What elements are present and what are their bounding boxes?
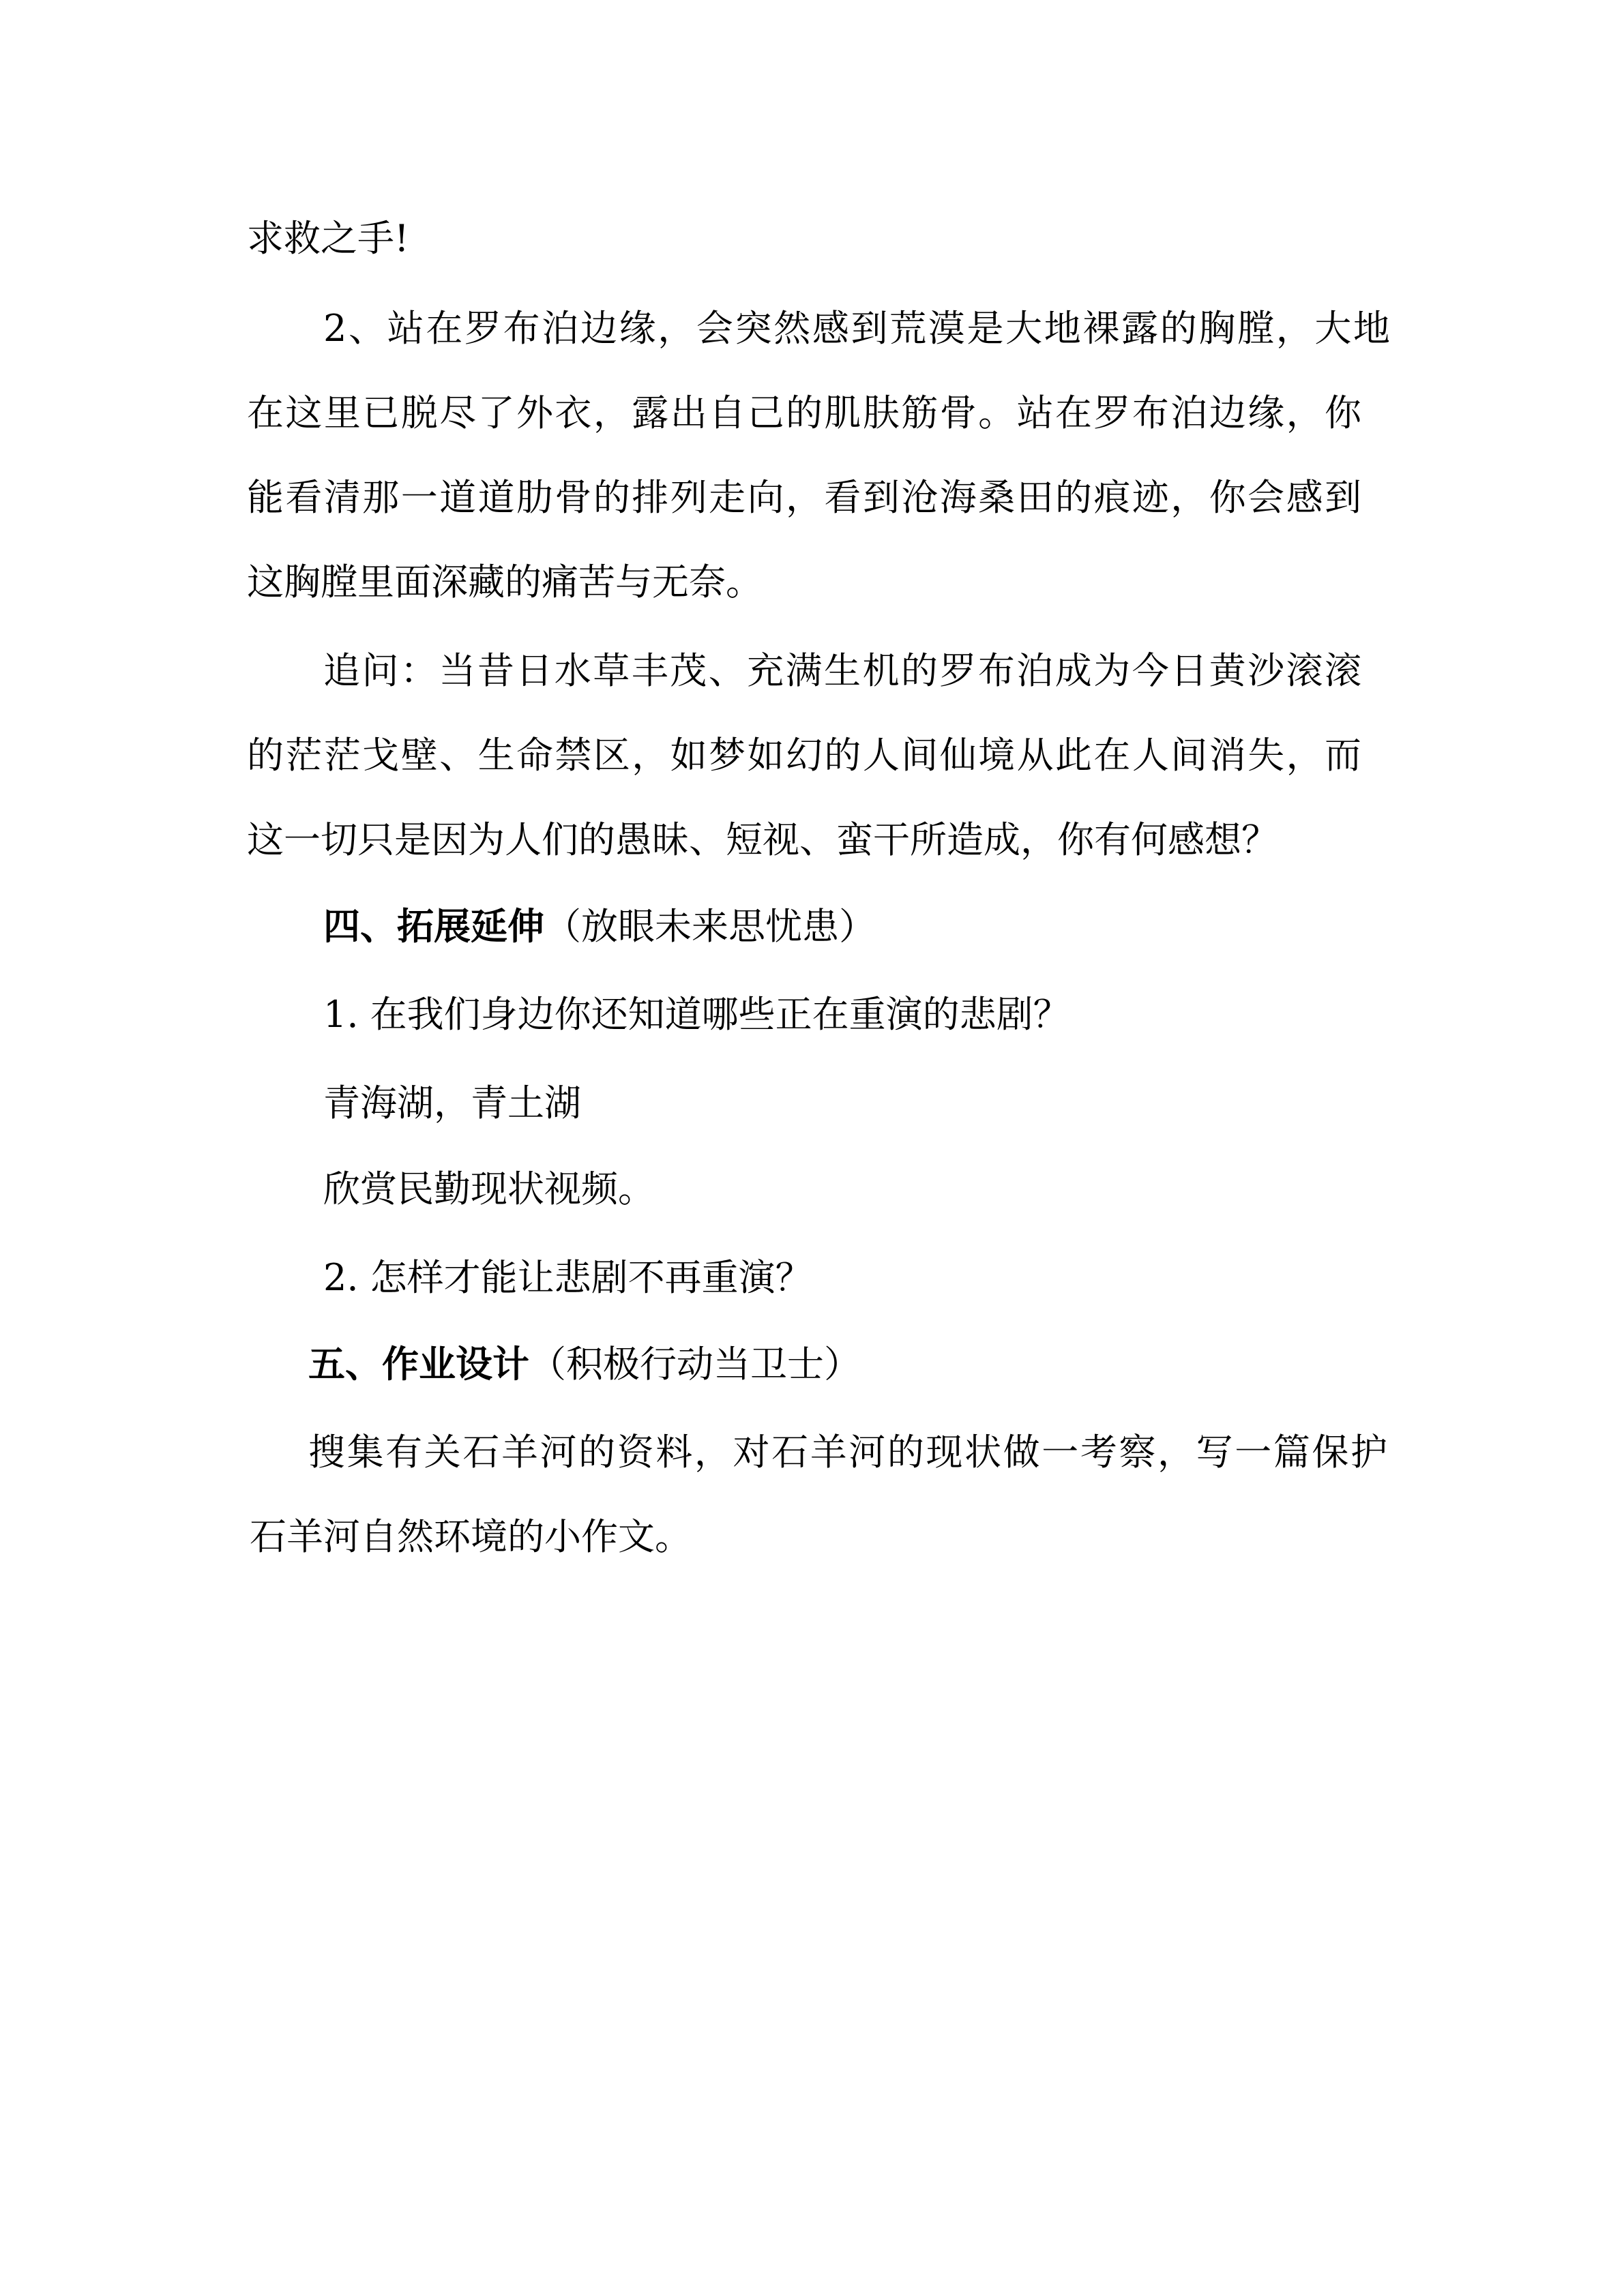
- section-heading-subtitle: （放眼未来思忧患）: [544, 905, 876, 948]
- section-heading-title: 四、拓展延伸: [323, 904, 544, 948]
- section-heading-title: 五、作业设计: [308, 1342, 529, 1386]
- section-heading: [308, 1342, 861, 1386]
- answer-line: 青海湖，青土湖: [323, 1082, 581, 1124]
- question-line: 2. 怎样才能让悲剧不再重演？: [323, 1256, 812, 1299]
- answer-line: 欣赏民勤现状视频。: [323, 1167, 655, 1210]
- section-heading-subtitle: （积极行动当卫士）: [529, 1343, 861, 1386]
- paragraph-line: 能看清那一道道肋骨的排列走向，看到沧海桑田的痕迹，你会感到: [247, 476, 1361, 519]
- paragraph-line: 这一切只是因为人们的愚昧、短视、蛮干所造成，你有何感想？: [247, 818, 1278, 861]
- paragraph-line: 这胸膛里面深藏的痛苦与无奈。: [247, 561, 763, 603]
- paragraph-line: 在这里已脱尽了外衣，露出自己的肌肤筋骨。站在罗布泊边缘，你: [247, 391, 1361, 434]
- paragraph-line: 搜集有关石羊河的资料，对石羊河的现状做一考察，写一篇保护: [308, 1431, 1387, 1474]
- paragraph-line: 追问：当昔日水草丰茂、充满生机的罗布泊成为今日黄沙滚滚: [323, 649, 1361, 692]
- paragraph-line: 2、站在罗布泊边缘，会突然感到荒漠是大地裸露的胸膛，大地: [323, 307, 1390, 350]
- question-line: 1. 在我们身边你还知道哪些正在重演的悲剧？: [323, 993, 1070, 1036]
- section-heading: [323, 904, 876, 949]
- paragraph-line: 石羊河自然环境的小作文。: [250, 1515, 692, 1558]
- paragraph-line: 的茫茫戈壁、生命禁区，如梦如幻的人间仙境从此在人间消失，而: [247, 734, 1361, 777]
- paragraph-line: 求救之手!: [247, 217, 409, 260]
